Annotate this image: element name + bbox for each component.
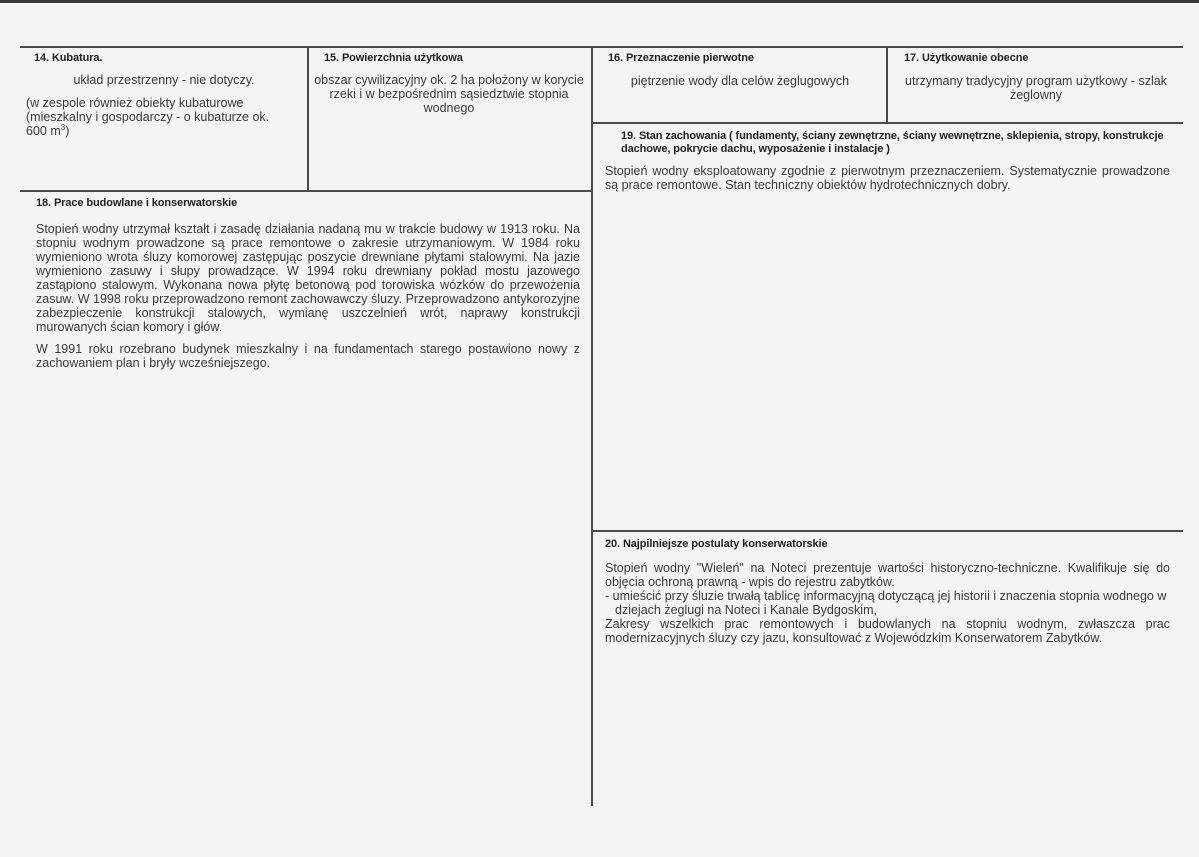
section-17-heading: 17. Użytkowanie obecne xyxy=(904,52,1029,64)
section-20-postulaty xyxy=(605,538,1170,798)
section-20-paragraph-3: Zakresy wszelkich prac remontowych i budowlanych na stopniu wodnym, zwłaszcza prac modernizacyjnych śluzy czy jazu, konsultować z Wojewódzkim Konserwatorem Zabytków. xyxy=(605,617,1170,645)
section-14-line1: układ przestrzenny - nie dotyczy. xyxy=(73,73,255,87)
divider-center xyxy=(591,46,593,806)
section-14-heading: 14. Kubatura. xyxy=(34,52,103,64)
divider-16-17 xyxy=(886,46,888,123)
section-16-przeznaczenie xyxy=(600,52,880,118)
section-18-paragraph-1: Stopień wodny utrzymał kształt i zasadę działania nadaną mu w trakcie budowy w 1913 roku. Na stopniu wodnym prowadzone są prace remontowe o zakresie utrzymaniowym. W 1984 roku wymieniono wrota śluzy komorowej zastępując poszycie drewniane płytami stalowymi. Na jazie wymieniono zasuwy i słupy prowadzące. W 1994 roku drewniany pokład mostu jazowego zastąpiono stalowym. Wykonana nowa płytę betonową pod torowiska wózków do przewożenia zasuw. W 1998 roku przeprowadzono remont zachowawczy śluzy. Przeprowadzono antykorozyjne zabezpieczenie konstrukcji stalowych, wymianę uszczelnień wrót, naprawy konstrukcji murowanych ścian komory i głów. xyxy=(36,222,580,334)
section-18-prace xyxy=(36,197,580,797)
section-20-paragraph-1: Stopień wodny "Wieleń" na Noteci prezentuje wartości historyczno-techniczne. Kwalifikuje się do objęcia ochroną prawną - wpis do rejestru zabytków. xyxy=(605,561,1170,589)
section-15-heading: 15. Powierzchnia użytkowa xyxy=(324,52,463,64)
section-20-heading: 20. Najpilniejsze postulaty konserwatorskie xyxy=(605,538,828,550)
section-17-text: utrzymany tradycyjny program użytkowy - szlak żeglowny xyxy=(905,74,1167,102)
section-18-paragraph-2: W 1991 roku rozebrano budynek mieszkalny i na fundamentach starego postawiono nowy z zachowaniem plan i bryły wcześniejszego. xyxy=(36,342,580,370)
top-rule xyxy=(20,46,1183,48)
section-20-paragraph-2: - umieścić przy śluzie trwałą tablicę informacyjną dotyczącą jej historii i znaczenia stopnia wodnego w dziejach żeglugi na Noteci i Kanale Bydgoskim, xyxy=(605,589,1167,617)
section-19-text: Stopień wodny eksploatowany zgodnie z pierwotnym przeznaczeniem. Systematycznie prowadzone są prace remontowe. Stan techniczny obiektów hydrotechnicznych dobry. xyxy=(605,164,1170,192)
section-14-line2-end: ) xyxy=(65,124,70,138)
divider-14-15 xyxy=(307,46,309,191)
rule-left-mid xyxy=(20,190,592,192)
section-14-superscript: 3 xyxy=(60,122,66,132)
section-19-stan-zachowania xyxy=(605,130,1170,526)
section-17-uzytkowanie xyxy=(894,52,1178,118)
section-15-powierzchnia xyxy=(314,52,584,186)
section-16-heading: 16. Przeznaczenie pierwotne xyxy=(608,52,754,64)
section-19-heading: 19. Stan zachowania ( fundamenty, ściany zewnętrzne, ściany wewnętrzne, sklepienia, stropy, konstrukcje dachowe, pokrycie dachu, wyposażenie i instalacje ) xyxy=(621,130,1164,155)
section-14-line2 xyxy=(26,96,288,138)
section-16-text: piętrzenie wody dla celów żeglugowych xyxy=(630,74,850,88)
section-14-kubatura xyxy=(26,52,302,186)
section-18-heading: 18. Prace budowlane i konserwatorskie xyxy=(36,197,238,209)
section-15-text: obszar cywilizacyjny ok. 2 ha położony w korycie rzeki i w bezpośrednim sąsiedztwie stopnia wodnego xyxy=(314,73,584,115)
rule-right-lower xyxy=(592,530,1183,532)
section-14-line2-text: (w zespole również obiekty kubaturowe (mieszkalny i gospodarczy - o kubaturze ok. 600 m xyxy=(26,96,270,138)
